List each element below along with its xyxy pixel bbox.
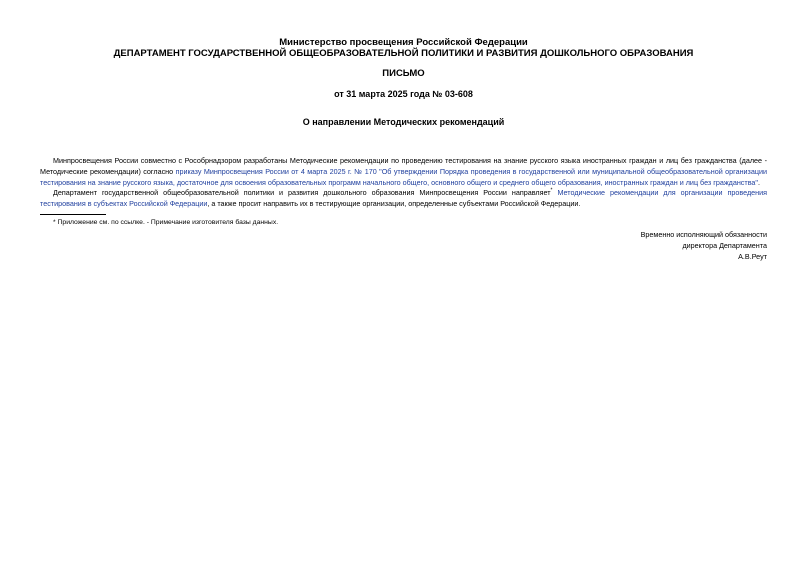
footnote-divider <box>40 214 106 215</box>
paragraph-1-text-a: Минпросвещения России совместно с Рособрнадзором разработаны Методические рекомендации по проведению тестирования на знание русского языка иностранных граждан и лиц без гражданства (далее - Методические рекомендации) согласно <box>40 156 767 177</box>
document-type: ПИСЬМО <box>382 68 425 79</box>
ministry-name: Министерство просвещения Российской Федерации <box>279 37 528 48</box>
signature-name: А.В.Реут <box>738 252 767 261</box>
document-date-number: от 31 марта 2025 года № 03-608 <box>334 89 473 99</box>
paragraph-1-text-b: . <box>757 178 760 188</box>
paragraph-1 <box>40 155 767 189</box>
paragraph-2 <box>40 187 767 209</box>
paragraph-2-text-a: Департамент государственной общеобразовательной политики и развития дошкольного образования Минпросвещения России направляет <box>53 188 551 197</box>
document-subject: О направлении Методических рекомендаций <box>302 117 505 127</box>
methodical-recommendations-link[interactable]: Методические рекомендации для организации проведения тестирования в субъектах Российской Федерации <box>40 188 768 209</box>
footnote-text: * Приложение см. по ссылке. - Примечание изготовителя базы данных. <box>53 219 279 226</box>
order-170-link[interactable]: приказу Минпросвещения России от 4 марта 2025 г. № 170 "Об утверждении Порядка проведения в государственной или муниципальной общеобразовательной организации тестирования на знание русского языка, достаточное для освоения образовательных программ начального общего, основного общего и среднего общего образования, иностранных граждан и лиц без гражданства" <box>40 167 767 188</box>
footnote-mark: * <box>550 187 553 194</box>
signature-department: директора Департамента <box>682 241 767 250</box>
paragraph-2-text-b: , а также просит направить их в тестирующие организации, определенные субъектами Российской Федерации. <box>207 199 581 209</box>
signature-position: Временно исполняющий обязанности <box>640 230 767 239</box>
department-name: ДЕПАРТАМЕНТ ГОСУДАРСТВЕННОЙ ОБЩЕОБРАЗОВАТЕЛЬНОЙ ПОЛИТИКИ И РАЗВИТИЯ ДОШКОЛЬНОГО ОБРАЗОВАНИЯ <box>113 48 694 59</box>
